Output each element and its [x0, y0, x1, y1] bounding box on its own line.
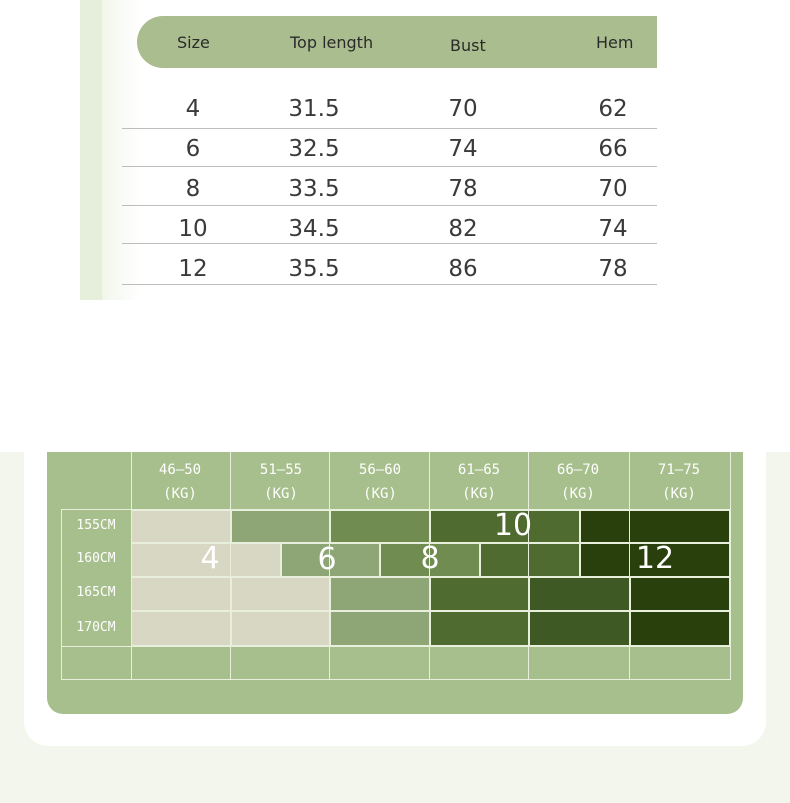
cell-top-length: 31.5	[288, 96, 340, 122]
chart-block	[231, 510, 330, 543]
chart-block	[131, 611, 231, 646]
weight-unit: (KG)	[363, 486, 397, 502]
size-label-12: 12	[635, 541, 675, 576]
weight-column-header	[629, 458, 729, 506]
chart-block	[330, 577, 430, 611]
height-row-label: 170CM	[76, 620, 116, 635]
cell-size: 8	[185, 176, 201, 202]
chart-block	[430, 577, 529, 611]
chart-block	[131, 510, 231, 543]
grid-line	[61, 679, 731, 680]
cell-top-length: 34.5	[288, 216, 340, 242]
weight-range: 46–50	[158, 462, 202, 478]
cell-bust: 74	[448, 136, 478, 162]
row-divider	[122, 166, 657, 167]
size-label-10: 10	[493, 508, 533, 543]
table-row	[0, 169, 790, 209]
chart-block	[480, 543, 580, 577]
chart-block	[630, 611, 730, 646]
row-divider	[122, 243, 657, 244]
cell-hem: 70	[598, 176, 628, 202]
row-divider	[122, 205, 657, 206]
chart-block	[330, 611, 430, 646]
weight-range: 71–75	[657, 462, 701, 478]
chart-block	[330, 510, 430, 543]
grid-line	[61, 646, 731, 647]
chart-block	[231, 611, 330, 646]
weight-range: 66–70	[556, 462, 600, 478]
weight-column-header	[528, 458, 628, 506]
cell-hem: 62	[598, 96, 628, 122]
size-label-6: 6	[317, 542, 337, 577]
height-row-label: 165CM	[76, 585, 116, 600]
cell-size: 6	[185, 136, 201, 162]
cell-bust: 82	[448, 216, 478, 242]
cell-size: 12	[178, 256, 208, 282]
header-hem: Hem	[596, 33, 634, 52]
size-label-8: 8	[420, 541, 440, 576]
cell-hem: 66	[598, 136, 628, 162]
chart-block	[580, 510, 730, 543]
cell-hem: 78	[598, 256, 628, 282]
size-label-4: 4	[200, 541, 220, 576]
header-size: Size	[177, 33, 210, 52]
chart-block	[430, 611, 529, 646]
weight-range: 51–55	[259, 462, 303, 478]
height-row-label: 155CM	[76, 518, 116, 533]
weight-column-header	[330, 458, 430, 506]
cell-bust: 86	[448, 256, 478, 282]
chart-block	[529, 577, 630, 611]
table-row	[0, 89, 790, 129]
cell-bust: 78	[448, 176, 478, 202]
table-row	[0, 249, 790, 289]
chart-block	[131, 577, 231, 611]
cell-top-length: 32.5	[288, 136, 340, 162]
weight-column-header	[130, 458, 230, 506]
weight-unit: (KG)	[662, 486, 696, 502]
chart-block	[529, 611, 630, 646]
weight-column-header	[429, 458, 529, 506]
weight-unit: (KG)	[462, 486, 496, 502]
table-row	[0, 129, 790, 169]
weight-unit: (KG)	[264, 486, 298, 502]
cell-size: 4	[185, 96, 201, 122]
weight-unit: (KG)	[561, 486, 595, 502]
chart-block	[231, 577, 330, 611]
height-row-label: 160CM	[76, 551, 116, 566]
cell-bust: 70	[448, 96, 478, 122]
cell-top-length: 33.5	[288, 176, 340, 202]
weight-unit: (KG)	[163, 486, 197, 502]
chart-block	[630, 577, 730, 611]
cell-hem: 74	[598, 216, 628, 242]
header-top-length: Top length	[290, 33, 374, 52]
grid-line	[61, 509, 731, 510]
cell-top-length: 35.5	[288, 256, 340, 282]
header-bust: Bust	[450, 36, 486, 55]
row-divider	[122, 284, 657, 285]
weight-range: 56–60	[358, 462, 402, 478]
cell-size: 10	[178, 216, 208, 242]
weight-range: 61–65	[457, 462, 501, 478]
weight-column-header	[231, 458, 331, 506]
